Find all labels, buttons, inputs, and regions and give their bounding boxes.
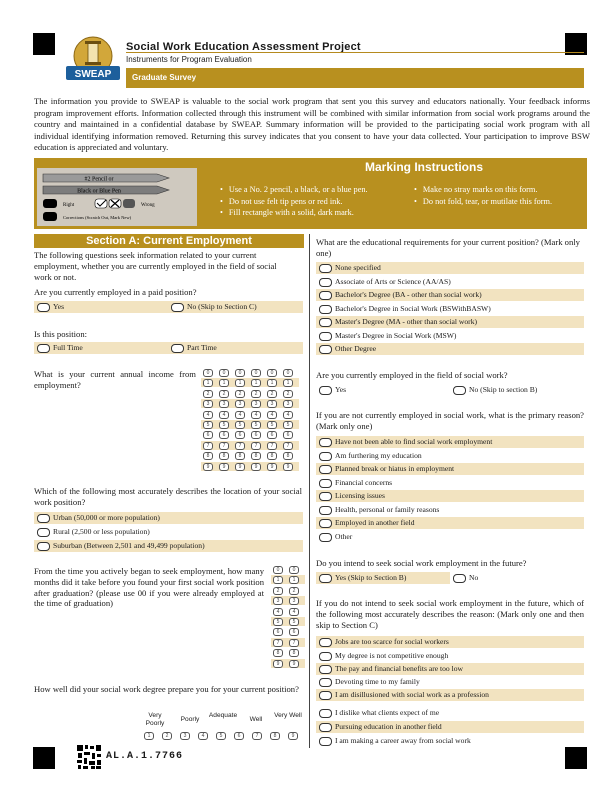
- digit-bubble[interactable]: 3: [203, 400, 213, 408]
- option-reason-licensing[interactable]: Licensing issues: [316, 490, 584, 502]
- digit-bubble[interactable]: 3: [251, 400, 261, 408]
- digit-bubble[interactable]: 6: [289, 628, 299, 636]
- question-paid-position: Are you currently employed in a paid position?: [34, 287, 197, 297]
- digit-bubble[interactable]: 2: [273, 587, 283, 595]
- digit-bubble[interactable]: 0: [283, 369, 293, 377]
- rating-bubble[interactable]: 3: [180, 732, 190, 740]
- digit-bubble[interactable]: 3: [235, 400, 245, 408]
- digit-bubble[interactable]: 8: [289, 649, 299, 657]
- scale-label-very-poorly: Very Poorly: [145, 712, 165, 727]
- digit-bubble[interactable]: 1: [267, 379, 277, 387]
- digit-bubble[interactable]: 2: [203, 390, 213, 398]
- digit-bubble[interactable]: 8: [235, 452, 245, 460]
- digit-bubble[interactable]: 6: [273, 628, 283, 636]
- instruction-item: • Use a No. 2 pencil, a black, or a blue pen.: [220, 184, 368, 196]
- digit-bubble[interactable]: 4: [283, 411, 293, 419]
- digit-bubble[interactable]: 4: [267, 411, 277, 419]
- digit-bubble[interactable]: 3: [267, 400, 277, 408]
- question-position-type: Is this position:: [34, 329, 88, 339]
- digit-bubble[interactable]: 5: [235, 421, 245, 429]
- digit-bubble[interactable]: 7: [273, 639, 283, 647]
- option-edu-bsw[interactable]: Bachelor's Degree in Social Work (BSWithBASW): [316, 303, 584, 315]
- marking-instructions-right: [414, 184, 552, 207]
- rating-bubble[interactable]: 7: [252, 732, 262, 740]
- scale-label-adequate: Adequate: [208, 712, 238, 719]
- digit-bubble[interactable]: 5: [283, 421, 293, 429]
- option-reason-no-job[interactable]: Have not been able to find social work employment: [316, 436, 584, 448]
- digit-bubble[interactable]: 5: [267, 421, 277, 429]
- digit-bubble[interactable]: 4: [289, 608, 299, 616]
- digit-bubble[interactable]: 9: [251, 463, 261, 471]
- option-reason-financial[interactable]: Financial concerns: [316, 477, 584, 489]
- instruction-item: • Do not use felt tip pens or red ink.: [220, 196, 368, 208]
- instruction-item: • Fill rectangle with a solid, dark mark.: [220, 207, 368, 219]
- section-a-title: Section A: Current Employment: [34, 234, 304, 248]
- option-field-yes[interactable]: Yes: [316, 384, 450, 396]
- option-edu-master-other[interactable]: Master's Degree (MA - other than social work): [316, 316, 584, 328]
- digit-bubble[interactable]: 7: [289, 639, 299, 647]
- digit-bubble[interactable]: 0: [289, 566, 299, 574]
- digit-bubble[interactable]: 1: [235, 379, 245, 387]
- svg-text:Wrong: Wrong: [141, 203, 155, 208]
- svg-text:Right: Right: [63, 203, 75, 208]
- option-edu-none[interactable]: None specified: [316, 262, 584, 274]
- digit-bubble[interactable]: 9: [289, 660, 299, 668]
- digit-bubble[interactable]: 7: [219, 442, 229, 450]
- digit-bubble[interactable]: 2: [289, 587, 299, 595]
- option-paid-no[interactable]: No (Skip to Section C): [168, 301, 303, 313]
- digit-bubble[interactable]: 6: [203, 431, 213, 439]
- option-edu-other[interactable]: Other Degree: [316, 343, 584, 355]
- digit-bubble[interactable]: 5: [251, 421, 261, 429]
- registration-mark-top-left: [33, 33, 55, 55]
- question-future-employment: Do you intend to seek social work employment in the future?: [316, 558, 527, 568]
- scale-label-well: Well: [249, 716, 263, 723]
- option-urban[interactable]: Urban (50,000 or more population): [34, 512, 303, 524]
- digit-bubble[interactable]: 1: [203, 379, 213, 387]
- rating-bubble[interactable]: 8: [270, 732, 280, 740]
- digit-bubble[interactable]: 4: [251, 411, 261, 419]
- option-reason-other[interactable]: Other: [316, 531, 584, 543]
- project-title: Social Work Education Assessment Project: [126, 41, 361, 53]
- option-future-reason-degree[interactable]: My degree is not competitive enough: [316, 650, 584, 662]
- question-location: Which of the following most accurately describes the location of your social work position?: [34, 486, 302, 507]
- option-future-reason-family[interactable]: Devoting time to my family: [316, 676, 584, 688]
- digit-bubble[interactable]: 7: [235, 442, 245, 450]
- digit-bubble[interactable]: 0: [219, 369, 229, 377]
- scale-label-very-well: Very Well: [274, 712, 302, 719]
- digit-bubble[interactable]: 3: [283, 400, 293, 408]
- option-future-reason-career-away[interactable]: I am making a career away from social work: [316, 735, 584, 747]
- option-part-time[interactable]: Part Time: [168, 342, 303, 354]
- digit-bubble[interactable]: 7: [267, 442, 277, 450]
- digit-bubble[interactable]: 9: [273, 660, 283, 668]
- digit-bubble[interactable]: 1: [273, 576, 283, 584]
- rating-bubble[interactable]: 5: [216, 732, 226, 740]
- marking-example-illustration: [37, 168, 197, 226]
- option-future-reason-disillusioned[interactable]: I am disillusioned with social work as a profession: [316, 689, 584, 701]
- option-edu-associate[interactable]: Associate of Arts or Science (AA/AS): [316, 276, 584, 288]
- digit-bubble[interactable]: 7: [283, 442, 293, 450]
- digit-bubble[interactable]: 8: [267, 452, 277, 460]
- digit-bubble[interactable]: 4: [273, 608, 283, 616]
- option-future-reason-scarce[interactable]: Jobs are too scarce for social workers: [316, 636, 584, 648]
- instruction-item: • Make no stray marks on this form.: [414, 184, 552, 196]
- header-rule: [126, 52, 584, 53]
- digit-bubble[interactable]: 2: [219, 390, 229, 398]
- digit-bubble[interactable]: 2: [235, 390, 245, 398]
- digit-bubble[interactable]: 5: [219, 421, 229, 429]
- option-reason-break[interactable]: Planned break or hiatus in employment: [316, 463, 584, 475]
- digit-bubble[interactable]: 1: [251, 379, 261, 387]
- svg-text:#2 Pencil or: #2 Pencil or: [84, 176, 114, 183]
- digit-bubble[interactable]: 3: [289, 597, 299, 605]
- column-divider: [309, 234, 310, 748]
- digit-bubble[interactable]: 2: [283, 390, 293, 398]
- digit-bubble[interactable]: 5: [273, 618, 283, 626]
- digit-bubble[interactable]: 6: [283, 431, 293, 439]
- digit-bubble[interactable]: 6: [235, 431, 245, 439]
- option-paid-yes[interactable]: Yes: [34, 301, 168, 313]
- digit-bubble[interactable]: 8: [203, 452, 213, 460]
- digit-bubble[interactable]: 5: [203, 421, 213, 429]
- option-future-reason-other-education[interactable]: Pursuing education in another field: [316, 721, 584, 733]
- option-future-yes[interactable]: Yes (Skip to Section B): [316, 572, 450, 584]
- rating-bubble[interactable]: 1: [144, 732, 154, 740]
- marking-instructions-left: [220, 184, 368, 219]
- digit-bubble[interactable]: 9: [203, 463, 213, 471]
- digit-bubble[interactable]: 0: [273, 566, 283, 574]
- option-edu-bachelor-other[interactable]: Bachelor's Degree (BA - other than social work): [316, 289, 584, 301]
- digit-bubble[interactable]: 1: [283, 379, 293, 387]
- digit-bubble[interactable]: 7: [203, 442, 213, 450]
- digit-bubble[interactable]: 1: [219, 379, 229, 387]
- marking-instructions-panel: [34, 158, 587, 229]
- digit-bubble[interactable]: 4: [219, 411, 229, 419]
- digit-bubble[interactable]: 4: [203, 411, 213, 419]
- form-id: AL.A.1.7766: [106, 751, 184, 762]
- svg-text:Corrections (Scratch Out, Mark: Corrections (Scratch Out, Mark New): [63, 215, 132, 220]
- registration-mark-bottom-right: [565, 747, 587, 769]
- svg-text:Black or Blue Pen: Black or Blue Pen: [77, 188, 121, 195]
- rating-bubble[interactable]: 6: [234, 732, 244, 740]
- registration-mark-bottom-left: [33, 747, 55, 769]
- digit-bubble[interactable]: 6: [219, 431, 229, 439]
- digit-bubble[interactable]: 8: [283, 452, 293, 460]
- project-subtitle: Instruments for Program Evaluation: [126, 55, 252, 64]
- digit-bubble[interactable]: 9: [283, 463, 293, 471]
- option-full-time[interactable]: Full Time: [34, 342, 168, 354]
- digit-bubble[interactable]: 8: [251, 452, 261, 460]
- question-not-employed-reason: If you are not currently employed in social work, what is the primary reason? (Mark only one): [316, 410, 584, 431]
- option-suburban[interactable]: Suburban (Between 2,501 and 49,499 population): [34, 540, 303, 552]
- svg-text:SWEAP: SWEAP: [74, 69, 112, 80]
- digit-bubble[interactable]: 4: [235, 411, 245, 419]
- digit-bubble[interactable]: 2: [267, 390, 277, 398]
- option-reason-health[interactable]: Health, personal or family reasons: [316, 504, 584, 516]
- digit-bubble[interactable]: 2: [251, 390, 261, 398]
- section-a-intro: The following questions seek information related to your current employment, whether you are currently employed in the field of social work or not.: [34, 250, 277, 282]
- digit-bubble[interactable]: 0: [235, 369, 245, 377]
- question-future-reason: If you do not intend to seek social work employment in the future, which of the following most accurately describes the reason: (Mark only one and then skip to Section C): [316, 598, 584, 630]
- option-future-no[interactable]: No: [450, 572, 584, 584]
- rating-bubble[interactable]: 9: [288, 732, 298, 740]
- digit-bubble[interactable]: 8: [219, 452, 229, 460]
- intro-paragraph: The information you provide to SWEAP is valuable to the social work program that sent you this survey and educators nationally. Your feedback informs program improvement efforts. Information collected through this instrument will be combined with similar information from social work programs around the country and maintained in a confidential database by SWEAP. Summary information will be provided to the participating social work program with all individual identifying information removed. Returning this survey indicates that you consent to have your data collected. Your participation to improve BSW education is appreciated and voluntary.: [34, 96, 590, 153]
- digit-bubble[interactable]: 6: [251, 431, 261, 439]
- scale-label-poorly: Poorly: [180, 716, 200, 723]
- digit-bubble[interactable]: 0: [251, 369, 261, 377]
- income-digit-grid[interactable]: [201, 368, 303, 472]
- option-field-no[interactable]: No (Skip to section B): [450, 384, 584, 396]
- digit-bubble[interactable]: 6: [267, 431, 277, 439]
- option-rural[interactable]: Rural (2,500 or less population): [34, 526, 303, 538]
- form-barcode: [76, 744, 102, 770]
- rating-bubble[interactable]: 4: [198, 732, 208, 740]
- digit-bubble[interactable]: 9: [235, 463, 245, 471]
- sweap-logo: [64, 36, 122, 82]
- question-income: What is your current annual income from employment?: [34, 369, 196, 390]
- months-digit-grid[interactable]: [271, 565, 303, 669]
- option-edu-msw[interactable]: Master's Degree in Social Work (MSW): [316, 330, 584, 342]
- option-reason-education[interactable]: Am furthering my education: [316, 450, 584, 462]
- digit-bubble[interactable]: 1: [289, 576, 299, 584]
- question-degree-preparation: How well did your social work degree prepare you for your current position?: [34, 684, 299, 694]
- survey-name-bar: Graduate Survey: [126, 68, 584, 88]
- digit-bubble[interactable]: 9: [267, 463, 277, 471]
- preparation-rating-scale[interactable]: [140, 730, 304, 742]
- digit-bubble[interactable]: 8: [273, 649, 283, 657]
- option-future-reason-pay[interactable]: The pay and financial benefits are too low: [316, 663, 584, 675]
- digit-bubble[interactable]: 9: [219, 463, 229, 471]
- rating-bubble[interactable]: 2: [162, 732, 172, 740]
- digit-bubble[interactable]: 5: [289, 618, 299, 626]
- digit-bubble[interactable]: 0: [203, 369, 213, 377]
- question-field-of-social-work: Are you currently employed in the field of social work?: [316, 370, 508, 380]
- option-future-reason-clients[interactable]: I dislike what clients expect of me: [316, 707, 584, 719]
- marking-instructions-title: Marking Instructions: [364, 160, 483, 174]
- question-education-requirements: What are the educational requirements for your current position? (Mark only one): [316, 237, 580, 258]
- digit-bubble[interactable]: 0: [267, 369, 277, 377]
- question-months-to-employment: From the time you actively began to seek employment, how many months did it take before you found your first social work position after graduation? (please use 00 if you were already employed at the time of graduation): [34, 566, 264, 609]
- digit-bubble[interactable]: 7: [251, 442, 261, 450]
- digit-bubble[interactable]: 3: [219, 400, 229, 408]
- instruction-item: • Do not fold, tear, or mutilate this form.: [414, 196, 552, 208]
- digit-bubble[interactable]: 3: [273, 597, 283, 605]
- option-reason-other-field[interactable]: Employed in another field: [316, 517, 584, 529]
